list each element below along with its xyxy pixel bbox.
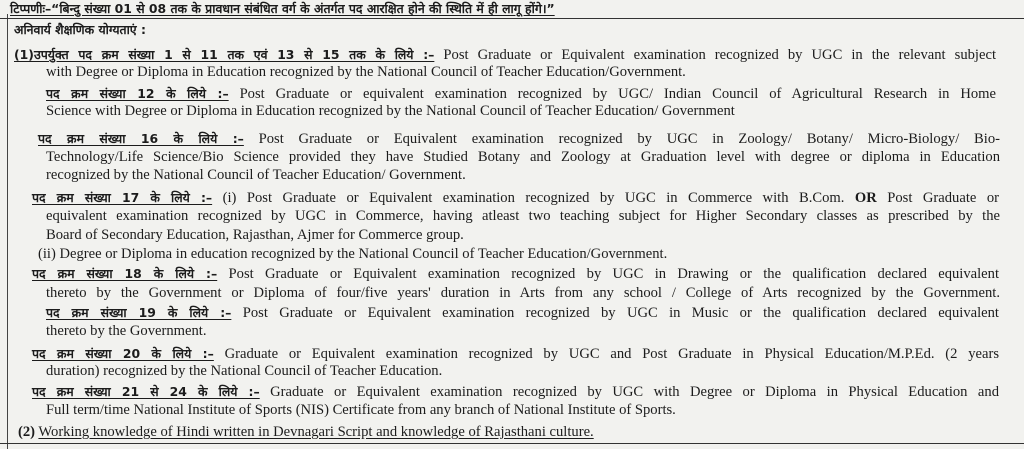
post-range-label: पद क्रम संख्या 19 के लिये :– [46,305,232,320]
qualification-text-cont: recognized by the National Council of Teacher Education/ Government. [46,167,466,183]
qualification-text: Graduate or Equivalent examination recognized by UGC and Post Graduate in Physical Education/M.P.Ed. (2 years [224,346,999,362]
qualification-text: Post Graduate or Equivalent examination recognized by UGC in the relevant subject [443,47,996,63]
post-range-label: पद क्रम संख्या 12 के लिये :– [46,86,229,101]
qualification-text-cont: equivalent examination recognized by UGC in Commerce, having atleast two teaching subject for Higher Secondary classes as prescribed by the [46,208,1000,224]
qualification-text-cont: Technology/Life Science/Bio Science provided they have Studied Botany and Zoology at Graduation level with degree or diploma in Education [46,149,1000,165]
qualification-posts-1-15 [14,46,996,64]
qualification-text-cont: Full term/time National Institute of Sports (NIS) Certificate from any branch of National Institute of Sports. [46,402,676,418]
qualification-text-cont: thereto by the Government or Diploma of four/five years' duration in Arts from any school / College of Arts recognized by the Government. [46,285,1000,301]
qualification-post-16 [38,130,1000,148]
qualification-text-cont: thereto by the Government. [46,323,207,339]
qualification-post-17 [32,189,999,207]
qualification-text: Post Graduate or Equivalent examination recognized by UGC in Drawing or the qualification declared equivalent [228,266,999,282]
post-range-label: पद क्रम संख्या 18 के लिये :– [32,266,218,281]
qualification-text-cont: with Degree or Diploma in Education recognized by the National Council of Teacher Education/Government. [46,64,686,80]
qualification-post-18 [32,265,999,283]
post-range-label: पद क्रम संख्या 21 से 24 के लिये :– [32,384,260,399]
qualification-text-cont: Science with Degree or Diploma in Education recognized by the National Council of Teacher Education/ Government [46,103,735,119]
post-range-label: पद क्रम संख्या 17 के लिये :– [32,190,213,205]
qualification-post-21-24 [32,383,999,401]
qualification-text: (i) Post Graduate or Equivalent examination recognized by UGC in Commerce with B.Com. [222,190,845,206]
post-range-label: (1)उपर्युक्त पद क्रम संख्या 1 से 11 तक एवं 13 से 15 तक के लिये :– [14,47,435,62]
top-divider [0,18,1024,19]
section-heading: अनिवार्य शैक्षणिक योग्यताएं : [14,22,146,37]
item-number: (2) [18,424,36,440]
note-line: टिप्पणीः–“बिन्दु संख्या 01 से 08 तक के प्रावधान संबंधित वर्ग के अंतर्गत पद आरक्षित होने की स्थिति में ही लागू होंगे।” [10,1,555,16]
qualification-text: Post Graduate or Equivalent examination recognized by UGC in Music or the qualification declared equivalent [242,305,999,321]
qualification-text: Post Graduate or equivalent examination recognized by UGC/ Indian Council of Agricultural Research in Home [239,86,996,102]
or-connector: OR [854,190,877,206]
post-range-label: पद क्रम संख्या 16 के लिये :– [38,131,244,146]
qualification-item-2 [18,424,594,441]
post-range-label: पद क्रम संख्या 20 के लिये :– [32,346,214,361]
qualification-post-19 [46,304,999,322]
qualification-text-cont: (ii) Degree or Diploma in education recognized by the National Council of Teacher Education/Government. [38,246,668,262]
qualification-text: Graduate or Equivalent examination recognized by UGC with Degree or Diploma in Physical Education and [270,384,999,400]
qualification-text: Post Graduate or Equivalent examination recognized by UGC in Zoology/ Botany/ Micro-Biology/ Bio- [258,131,1000,147]
hindi-knowledge-requirement: Working knowledge of Hindi written in Devnagari Script and knowledge of Rajasthani culture. [38,424,594,440]
qualification-text-cont: Board of Secondary Education, Rajasthan, Ajmer for Commerce group. [46,227,464,243]
qualification-text: Post Graduate or [887,190,999,206]
qualification-text-cont: duration) recognized by the National Council of Teacher Education. [46,363,443,379]
bottom-divider [0,443,1024,444]
left-border [7,14,8,449]
qualification-post-20 [32,345,999,363]
qualification-post-12 [46,85,996,103]
